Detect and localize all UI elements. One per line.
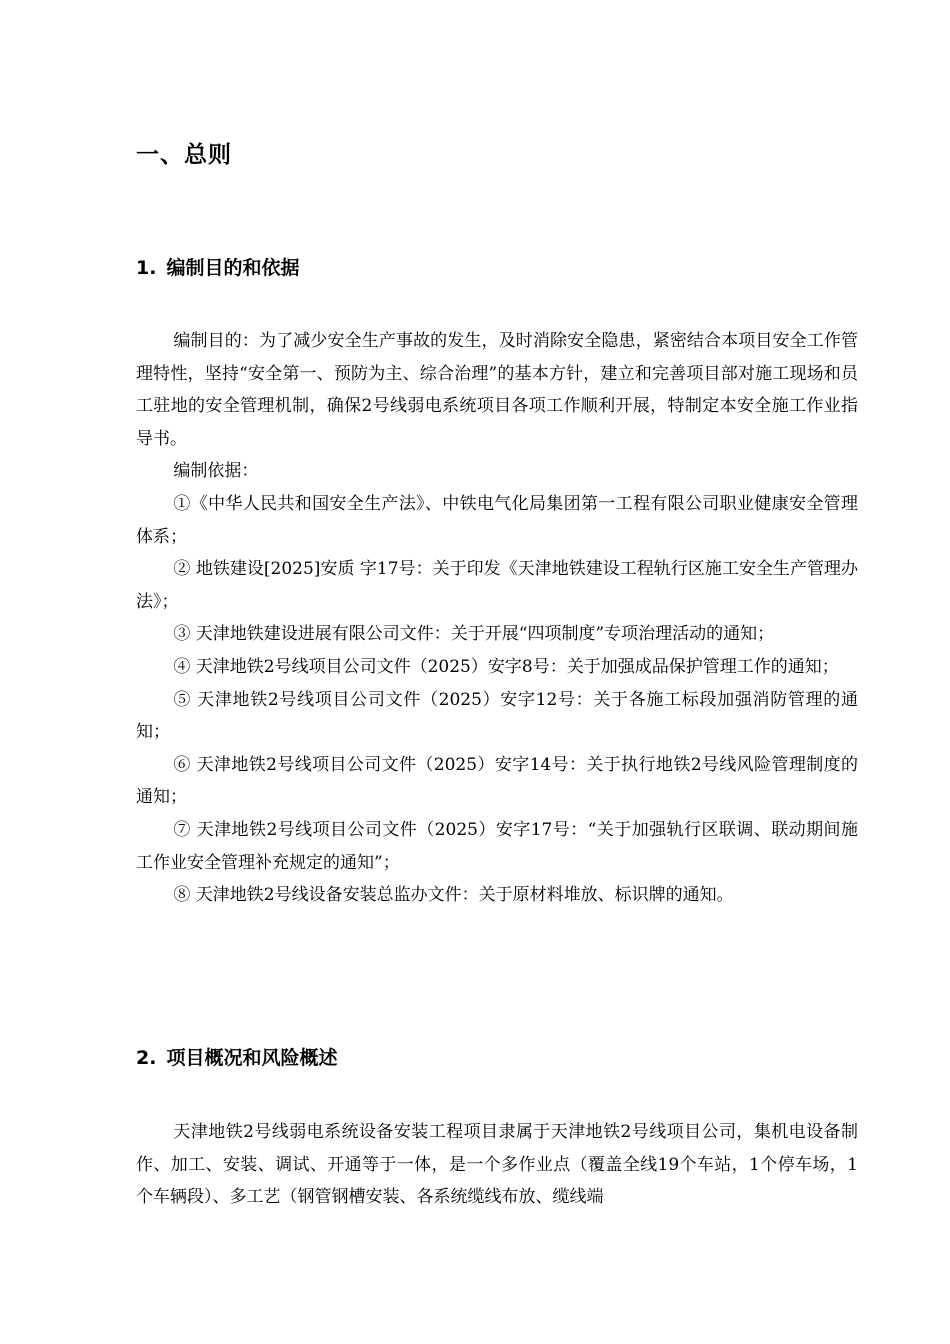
section-number: 2. — [136, 1047, 157, 1069]
list-item: ⑦ 天津地铁2号线项目公司文件（2025）安字17号：“关于加强轨行区联调、联动期间施工作业安全管理补充规定的通知”； — [136, 819, 858, 873]
section-title: 项目概况和风险概述 — [166, 1047, 338, 1069]
list-item: ⑤ 天津地铁2号线项目公司文件（2025）安字12号：关于各施工标段加强消防管理的通知； — [136, 689, 858, 743]
list-item: ⑥ 天津地铁2号线项目公司文件（2025）安字14号：关于执行地铁2号线风险管理制度的通知； — [136, 754, 858, 808]
paragraph: 天津地铁2号线弱电系统设备安装工程项目隶属于天津地铁2号线项目公司，集机电设备制作、加工、安装、调试、开通等于一体，是一个多作业点（覆盖全线19个车站，1个停车场，1个车辆段）、多工艺（钢管钢槽安装、各系统缆线布放、缆线端 — [136, 1122, 858, 1208]
section-body — [136, 325, 858, 912]
section-title: 编制目的和依据 — [166, 257, 300, 279]
list-item: ③ 天津地铁建设进展有限公司文件：关于开展“四项制度”专项治理活动的通知； — [173, 624, 775, 645]
list-item: ①《中华人民共和国安全生产法》、中铁电气化局集团第一工程有限公司职业健康安全管理体系； — [136, 493, 858, 547]
paragraph: 编制目的：为了减少安全生产事故的发生，及时消除安全隐患，紧密结合本项目安全工作管理特性，坚持“安全第一、预防为主、综合治理”的基本方针，建立和完善项目部对施工现场和员工驻地的安全管理机制，确保2号线弱电系统项目各项工作顺利开展，特制定本安全施工作业指导书。 — [136, 331, 858, 449]
list-item: ② 地铁建设[2025]安质 字17号：关于印发《天津地铁建设工程轨行区施工安全生产管理办法》； — [136, 559, 858, 612]
section-body — [136, 1116, 858, 1214]
list-item: ④ 天津地铁2号线项目公司文件（2025）安字8号：关于加强成品保护管理工作的通知； — [173, 656, 839, 677]
chapter-title: 一、总则 — [136, 142, 232, 168]
paragraph: 编制依据： — [173, 461, 259, 482]
section-heading — [136, 1043, 337, 1070]
list-item: ⑧ 天津地铁2号线设备安装总监办文件：关于原材料堆放、标识牌的通知。 — [173, 885, 734, 906]
section-number: 1. — [136, 257, 157, 279]
section-heading — [136, 253, 299, 280]
